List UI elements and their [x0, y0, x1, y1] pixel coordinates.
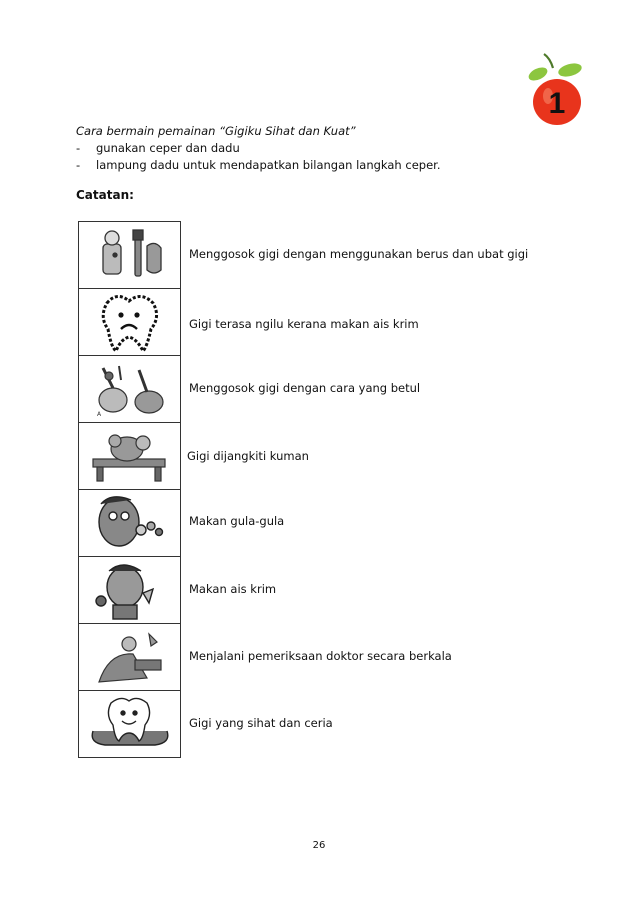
note-picture-cell	[78, 221, 181, 288]
happy-tooth-icon	[79, 691, 180, 757]
boy-eating-candy-icon	[79, 490, 180, 556]
svg-text:A: A	[97, 411, 102, 418]
note-picture-cell	[78, 288, 181, 355]
instruction-item	[76, 140, 440, 157]
note-caption: Menggosok gigi dengan menggunakan berus dan ubat gigi	[189, 247, 529, 261]
note-picture-cell	[78, 690, 181, 758]
apple-badge	[526, 52, 590, 132]
dentist-checkup-icon	[79, 624, 180, 690]
germs-icon	[79, 423, 180, 489]
note-picture-cell	[78, 623, 181, 690]
note-picture-cell	[78, 422, 181, 489]
note-caption: Gigi terasa ngilu kerana makan ais krim	[189, 317, 419, 331]
instruction-text: lampung dadu untuk mendapatkan bilangan langkah ceper.	[96, 158, 441, 172]
sad-tooth-icon	[79, 289, 180, 355]
leaf-icon	[557, 61, 583, 79]
page-number: 26	[312, 840, 326, 851]
note-caption: Gigi yang sihat dan ceria	[189, 716, 333, 730]
notes-picture-column	[78, 221, 181, 758]
apple-stem-icon	[544, 54, 553, 68]
note-caption: Makan ais krim	[189, 582, 277, 596]
bullet-dash: -	[76, 158, 81, 172]
note-picture-cell	[78, 556, 181, 623]
note-caption: Gigi dijangkiti kuman	[187, 449, 309, 463]
toothbrush-characters-icon	[79, 222, 180, 288]
note-picture-cell	[78, 489, 181, 556]
instruction-text: gunakan ceper dan dadu	[96, 141, 240, 155]
game-title: Cara bermain pemainan “Gigiku Sihat dan Kuat”	[76, 124, 356, 138]
notes-heading: Catatan:	[76, 188, 134, 202]
badge-number: 1	[548, 87, 566, 120]
game-instructions	[76, 123, 440, 174]
instruction-item	[76, 157, 440, 174]
note-picture-cell	[78, 355, 181, 422]
note-caption: Makan gula-gula	[189, 514, 285, 528]
note-caption: Menggosok gigi dengan cara yang betul	[189, 381, 421, 395]
bullet-dash: -	[76, 141, 81, 155]
note-caption: Menjalani pemeriksaan doktor secara berkala	[189, 649, 452, 663]
brushing-steps-icon	[79, 356, 180, 422]
boy-eating-icecream-icon	[79, 557, 180, 623]
leaf-icon	[527, 65, 550, 83]
